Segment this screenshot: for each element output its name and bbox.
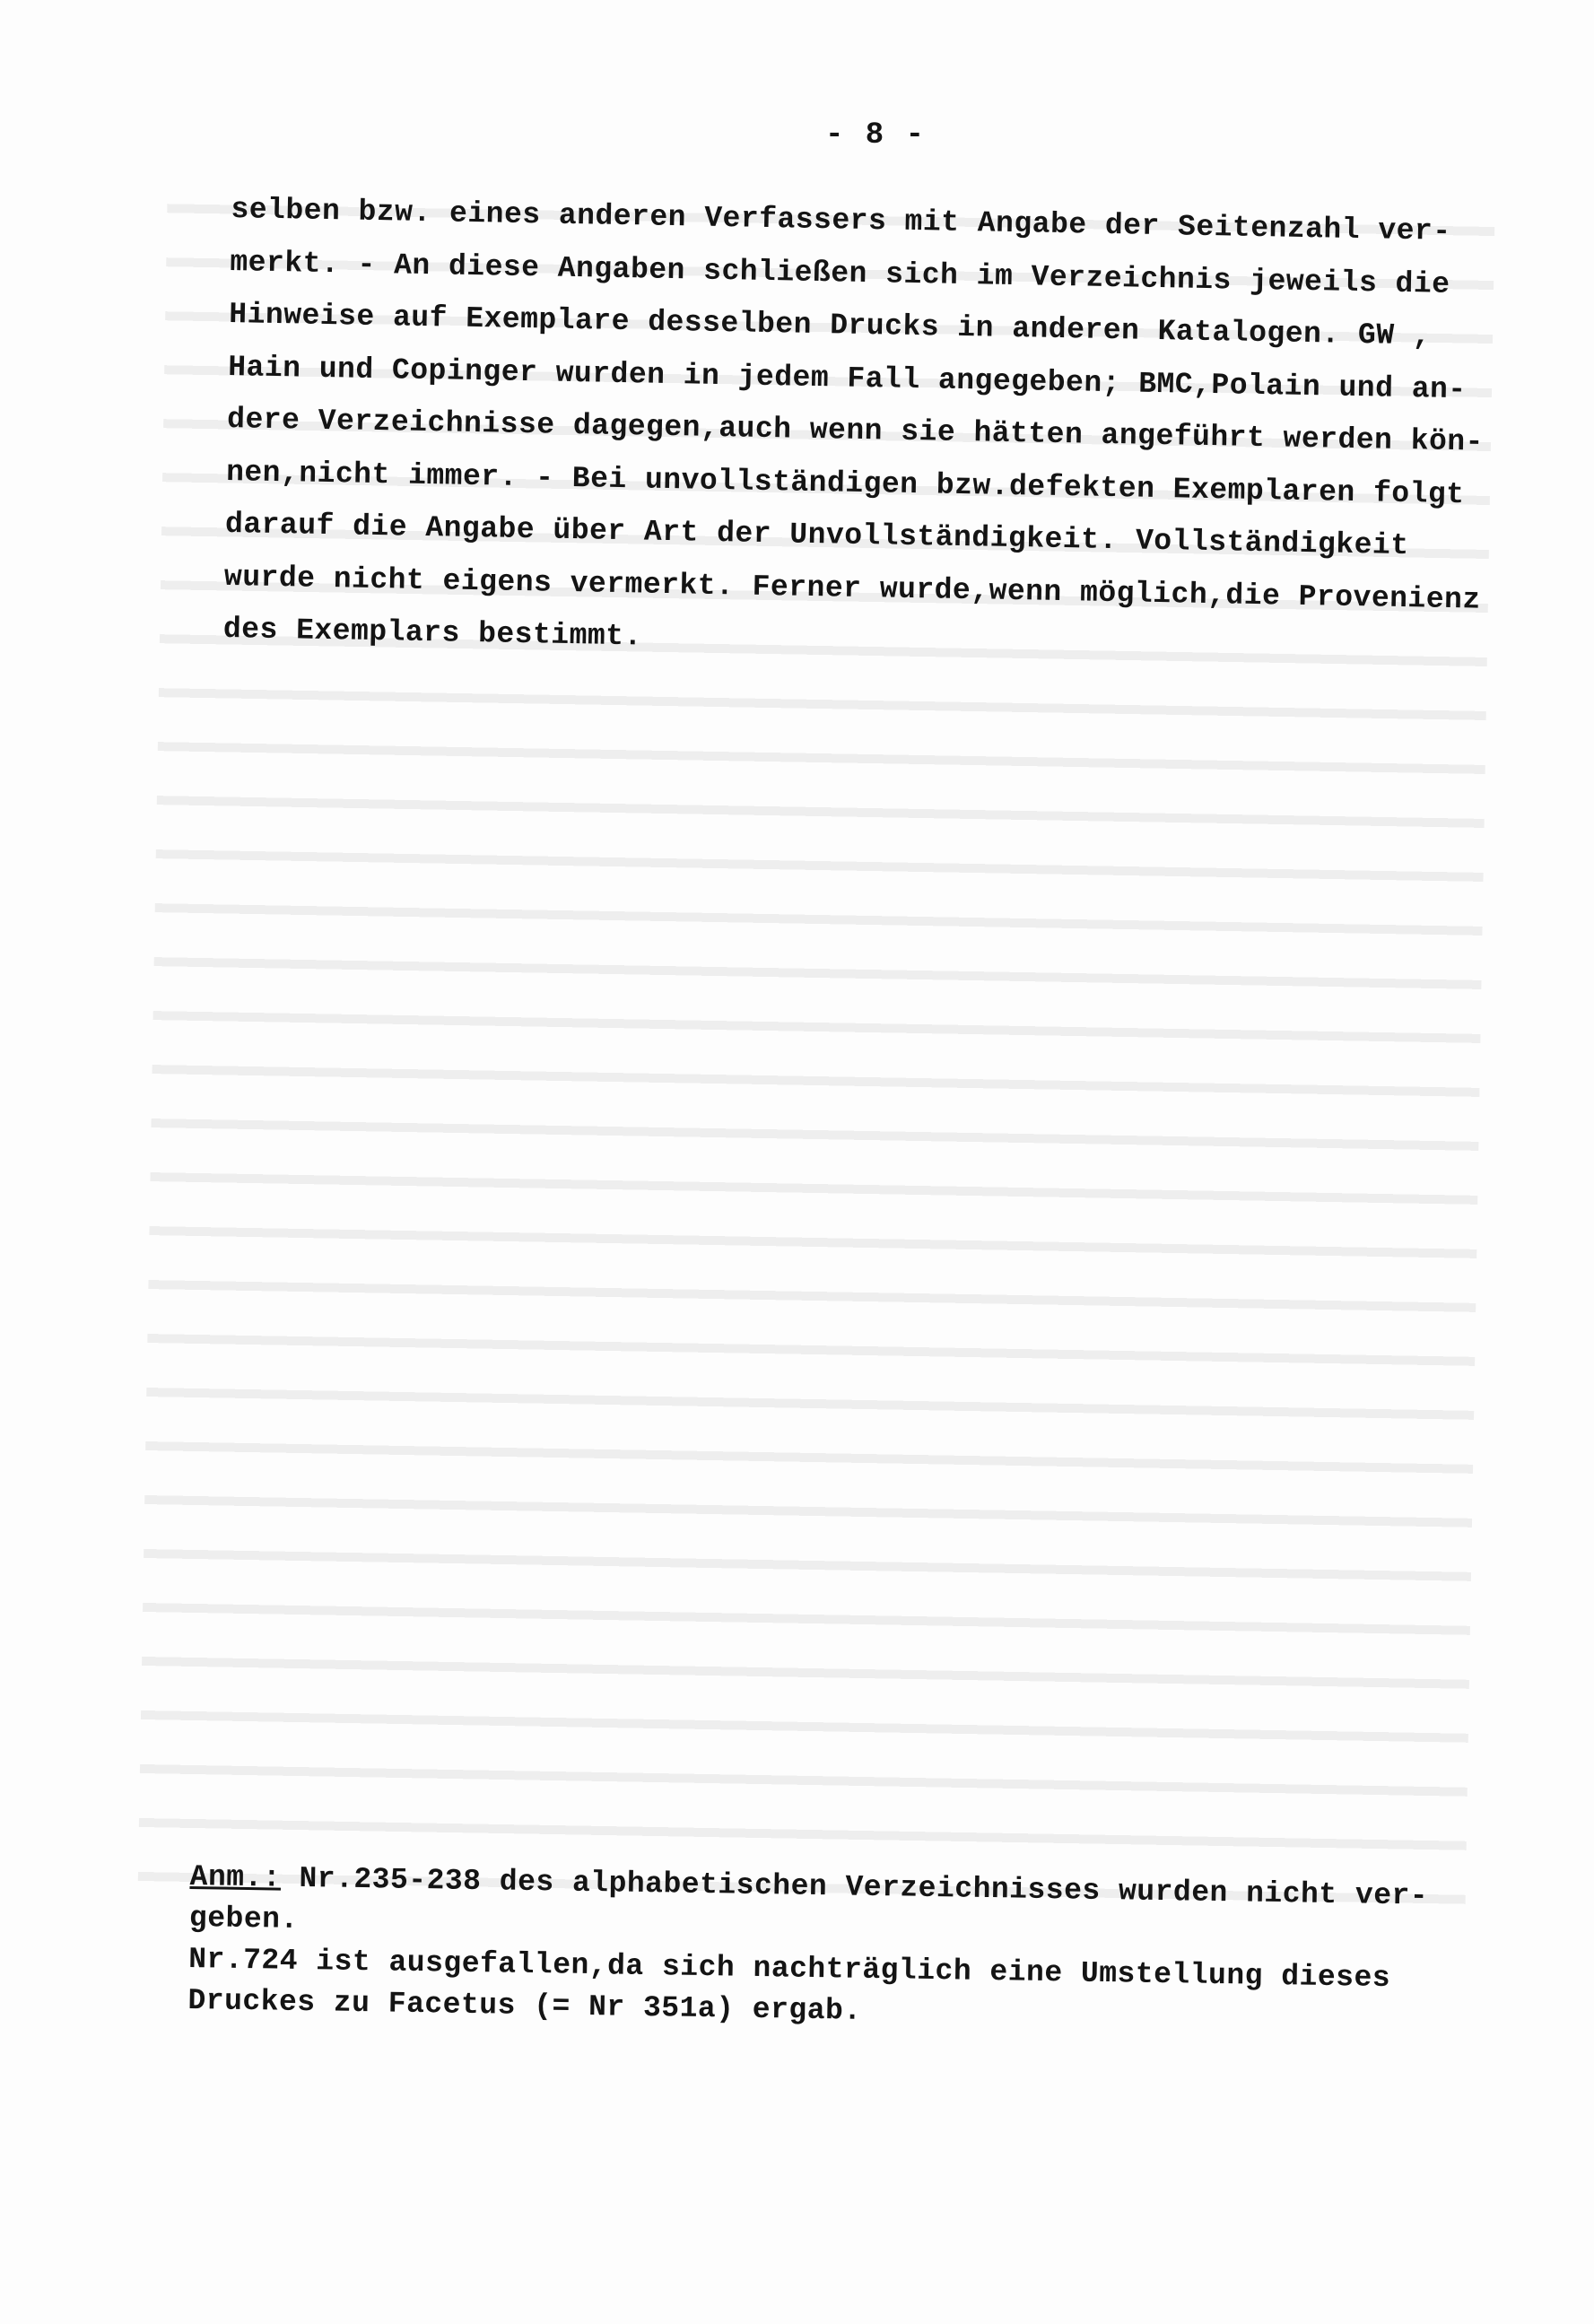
page-number: - 8 - (825, 118, 927, 152)
paragraph-line: nen,nicht immer. - Bei unvollständigen bzw.defekten Exemplaren folgt (225, 455, 1465, 511)
note-label: Anm.: (189, 1859, 282, 1895)
main-paragraph (222, 184, 1540, 680)
paragraph-line: Hain und Copinger wurden in jedem Fall angegeben; BMC,Polain und an- (227, 350, 1467, 406)
note-line: Nr.724 ist ausgefallen,da sich nachträglich eine Umstellung dieses (187, 1942, 1391, 1996)
paragraph-line: merkt. - An diese Angaben schließen sich im Verzeichnis jeweils die (230, 245, 1450, 301)
annotation-note (187, 1857, 1536, 2043)
paragraph-line: selben bzw. eines anderen Verfassers mit Angabe der Seitenzahl ver- (231, 192, 1451, 248)
paragraph-line: Hinweise auf Exemplare desselben Drucks in anderen Katalogen. GW , (228, 297, 1432, 353)
note-line: Druckes zu Facetus (= Nr 351a) ergab. (187, 1983, 862, 2028)
note-line: geben. (188, 1901, 300, 1937)
note-text: Nr.235-238 des alphabetischen Verzeichnisses wurden nicht ver- (280, 1861, 1429, 1913)
paragraph-line: wurde nicht eigens vermerkt. Ferner wurde,wenn möglich,die Provenienz (223, 560, 1482, 617)
paragraph-line: des Exemplars bestimmt. (222, 612, 643, 654)
paragraph-line: dere Verzeichnisse dagegen,auch wenn sie hätten angeführt werden kön- (226, 402, 1485, 459)
paragraph-line: darauf die Angabe über Art der Unvollständigkeit. Vollständigkeit (224, 507, 1409, 563)
